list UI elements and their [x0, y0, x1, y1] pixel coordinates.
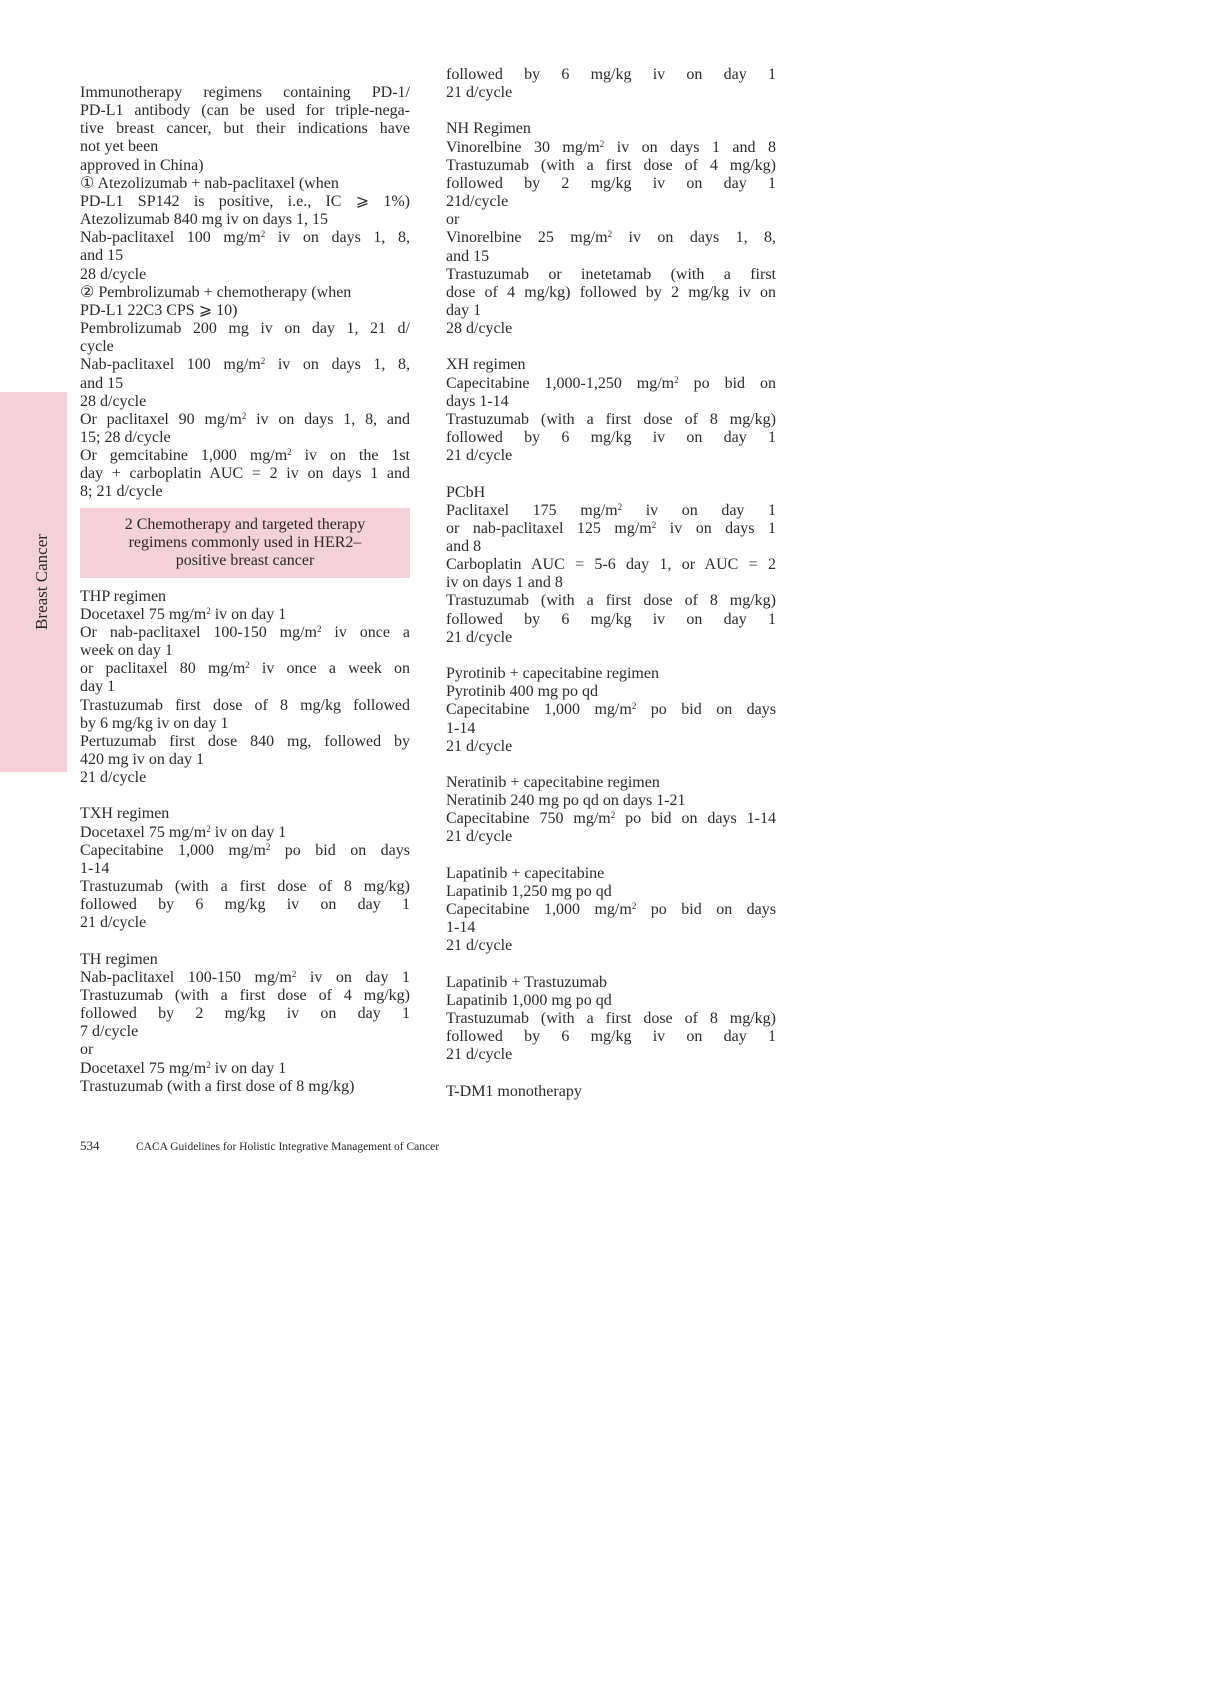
text-line: Pembrolizumab 200 mg iv on day 1, 21 d/ — [80, 320, 410, 338]
continued-block — [446, 66, 776, 102]
text-line: day + carboplatin AUC = 2 iv on days 1 and — [80, 465, 410, 483]
text-line: Lapatinib + capecitabine — [446, 864, 605, 882]
text-line: 21 d/cycle — [80, 769, 147, 787]
section-heading-line: positive breast cancer — [175, 551, 315, 569]
text-line: approved in China) — [80, 156, 204, 174]
text-line: followed by 6 mg/kg iv on day 1 — [80, 896, 410, 914]
text-line: NH Regimen — [446, 120, 531, 138]
text-line: Docetaxel 75 $mg/m^2$ iv on day 1 — [80, 1059, 287, 1077]
text-line: dose of 4 mg/kg) followed by 2 mg/kg iv on — [446, 283, 776, 301]
text-line: 28 d/cycle — [80, 392, 147, 410]
text-line: 420 mg iv on day 1 — [80, 751, 204, 768]
section-heading-line: 2 Chemotherapy and targeted therapy — [124, 515, 366, 533]
text-line: Lapatinib + Trastuzumab — [446, 973, 608, 991]
text-line: cycle — [80, 338, 114, 356]
text-line: Capecitabine 1,000 $mg/m^2$ po bid on days — [80, 841, 410, 859]
text-line: Or paclitaxel 90 $mg/m^2$ iv on days 1, 8, and — [80, 410, 411, 428]
text-line: THP regimen — [80, 587, 167, 605]
text-line: PD-L1 22C3 CPS ⩾ 10) — [80, 301, 238, 319]
footer-title: CACA Guidelines for Holistic Integrative Management of Cancer — [136, 1141, 440, 1153]
text-line: 21 d/cycle — [446, 447, 513, 465]
text-line: or — [80, 1041, 94, 1059]
xh-regimen-block — [446, 356, 776, 465]
text-line: Trastuzumab (with a first dose of 8 mg/kg) — [80, 878, 410, 896]
text-line: Trastuzumab (with a first dose of 4 mg/kg) — [446, 156, 776, 174]
text-line: 21 d/cycle — [446, 628, 513, 646]
nh-regimen-block — [446, 120, 776, 338]
text-line: Nab-paclitaxel 100 $mg/m^2$ iv on days 1, 8, — [80, 356, 410, 374]
text-line: ① Atezolizumab + nab-paclitaxel (when — [80, 174, 339, 192]
text-line: Atezolizumab 840 mg iv on days 1, 15 — [80, 211, 328, 229]
section-heading-line: regimens commonly used in HER2– — [128, 533, 362, 551]
text-line: PCbH — [446, 483, 486, 501]
text-line: days 1-14 — [446, 392, 509, 410]
text-line: 1-14 — [446, 919, 476, 937]
text-line: day 1 — [446, 302, 482, 320]
pyrotinib-regimen-block — [446, 665, 776, 756]
text-line: followed by 6 mg/kg iv on day 1 — [446, 429, 776, 447]
th-regimen-block — [80, 951, 410, 1096]
text-line: Capecitabine 1,000 $mg/m^2$ po bid on days — [446, 901, 776, 919]
text-line: Pyrotinib 400 mg po qd — [446, 683, 599, 701]
text-line: PD-L1 SP142 is positive, i.e., IC ⩾ 1%) — [80, 192, 410, 210]
text-line: 1-14 — [446, 719, 476, 737]
text-line: 21 d/cycle — [80, 914, 147, 932]
text-line: Trastuzumab (with a first dose of 4 mg/kg) — [80, 987, 410, 1004]
text-line: 15; 28 d/cycle — [80, 428, 171, 446]
text-line: Lapatinib 1,250 mg po qd — [446, 882, 612, 900]
text-line: XH regimen — [446, 356, 526, 374]
text-line: or — [446, 211, 460, 229]
neratinib-regimen-block — [446, 774, 776, 847]
text-line: and 15 — [446, 247, 490, 265]
immunotherapy-block — [80, 84, 410, 502]
text-line: Trastuzumab (with a first dose of 8 mg/kg) — [446, 592, 776, 610]
text-line: Or gemcitabine 1,000 $mg/m^2$ iv on the 1st — [80, 447, 411, 465]
text-line: Nab-paclitaxel 100-150 $mg/m^2$ iv on day 1 — [80, 968, 410, 986]
text-line: not yet been — [80, 138, 159, 156]
text-line: 21 d/cycle — [446, 1046, 513, 1064]
text-line: 8; 21 d/cycle — [80, 483, 163, 501]
text-line: Trastuzumab (with a first dose of 8 mg/kg) — [80, 1077, 355, 1095]
text-line: Carboplatin AUC = 5-6 day 1, or AUC = 2 — [446, 556, 776, 574]
text-line: Pertuzumab first dose 840 mg, followed by — [80, 732, 410, 750]
text-line: Capecitabine 750 $mg/m^2$ po bid on days 1-14 — [446, 810, 776, 828]
text-line: Neratinib 240 mg po qd on days 1-21 — [446, 792, 686, 810]
text-line: 21d/cycle — [446, 193, 509, 211]
text-line: Trastuzumab (with a first dose of 8 mg/kg) — [446, 410, 776, 428]
text-line: Trastuzumab (with a first dose of 8 mg/kg) — [446, 1010, 776, 1028]
text-line: and 15 — [80, 374, 124, 392]
tdm1-block — [446, 1083, 776, 1101]
section-heading-her2 — [80, 508, 410, 578]
text-line: Vinorelbine 25 $mg/m^2$ iv on days 1, 8, — [446, 229, 777, 247]
text-line: Capecitabine 1,000-1,250 $mg/m^2$ po bid on — [446, 374, 776, 392]
left-column — [80, 84, 410, 1096]
text-line: Vinorelbine 30 $mg/m^2$ iv on days 1 and 8 — [446, 138, 777, 156]
text-line: 21 d/cycle — [446, 84, 513, 102]
text-line: 1-14 — [80, 859, 110, 877]
text-line: ② Pembrolizumab + chemotherapy (when — [80, 283, 352, 301]
text-line: 28 d/cycle — [80, 265, 147, 283]
text-line: iv on days 1 and 8 — [446, 574, 563, 592]
text-line: Pyrotinib + capecitabine regimen — [446, 665, 659, 683]
text-line: followed by 2 mg/kg iv on day 1 — [80, 1005, 410, 1023]
text-line: followed by 6 mg/kg iv on day 1 — [446, 1028, 776, 1046]
thp-regimen-block — [80, 588, 410, 788]
text-line: Nab-paclitaxel 100 $mg/m^2$ iv on days 1, 8, — [80, 229, 410, 247]
text-line: tive breast cancer, but their indications have — [80, 120, 410, 138]
lapatinib-trastuzumab-block — [446, 974, 776, 1065]
text-line: TXH regimen — [80, 805, 170, 823]
text-line: Docetaxel 75 $mg/m^2$ iv on day 1 — [80, 605, 287, 623]
text-line: TH regimen — [80, 950, 158, 968]
text-line: 21 d/cycle — [446, 828, 513, 846]
text-line: 28 d/cycle — [446, 320, 513, 338]
text-line: PD-L1 antibody (can be used for triple-nega- — [80, 102, 410, 120]
page-footer — [80, 1138, 439, 1154]
pcbh-regimen-block — [446, 484, 776, 647]
text-line: Or nab-paclitaxel 100-150 $mg/m^2$ iv once a — [80, 623, 410, 641]
text-line: Capecitabine 1,000 $mg/m^2$ po bid on days — [446, 701, 776, 719]
text-line: T-DM1 monotherapy — [446, 1082, 582, 1100]
text-line: and 8 — [446, 538, 482, 556]
text-line: or paclitaxel 80 $mg/m^2$ iv once a week on — [80, 660, 410, 678]
text-line: followed by 6 mg/kg iv on day 1 — [446, 610, 776, 628]
lapatinib-capecitabine-block — [446, 865, 776, 956]
text-line: followed by 2 mg/kg iv on day 1 — [446, 174, 776, 192]
text-line: Trastuzumab or inetetamab (with a first — [446, 265, 776, 283]
text-line: 7 d/cycle — [80, 1023, 139, 1041]
txh-regimen-block — [80, 805, 410, 932]
text-line: or nab-paclitaxel 125 $mg/m^2$ iv on days 1 — [446, 519, 777, 537]
text-line: Neratinib + capecitabine regimen — [446, 774, 660, 792]
text-line: and 15 — [80, 247, 124, 265]
text-line: Docetaxel 75 $mg/m^2$ iv on day 1 — [80, 823, 287, 841]
text-line: by 6 mg/kg iv on day 1 — [80, 714, 229, 732]
text-line: Immunotherapy regimens containing PD-1/ — [80, 84, 410, 101]
page-number: 534 — [80, 1138, 100, 1153]
text-line: 21 d/cycle — [446, 937, 513, 955]
text-line: week on day 1 — [80, 642, 173, 660]
side-tab-label: Breast Cancer — [32, 534, 51, 630]
text-line: day 1 — [80, 678, 116, 696]
right-column — [446, 66, 776, 1101]
text-line: Trastuzumab first dose of 8 mg/kg followed — [80, 696, 410, 714]
text-line: 21 d/cycle — [446, 737, 513, 755]
text-line: followed by 6 mg/kg iv on day 1 — [446, 66, 776, 83]
text-line: Paclitaxel 175 $mg/m^2$ iv on day 1 — [446, 501, 777, 519]
text-line: Lapatinib 1,000 mg po qd — [446, 991, 612, 1009]
